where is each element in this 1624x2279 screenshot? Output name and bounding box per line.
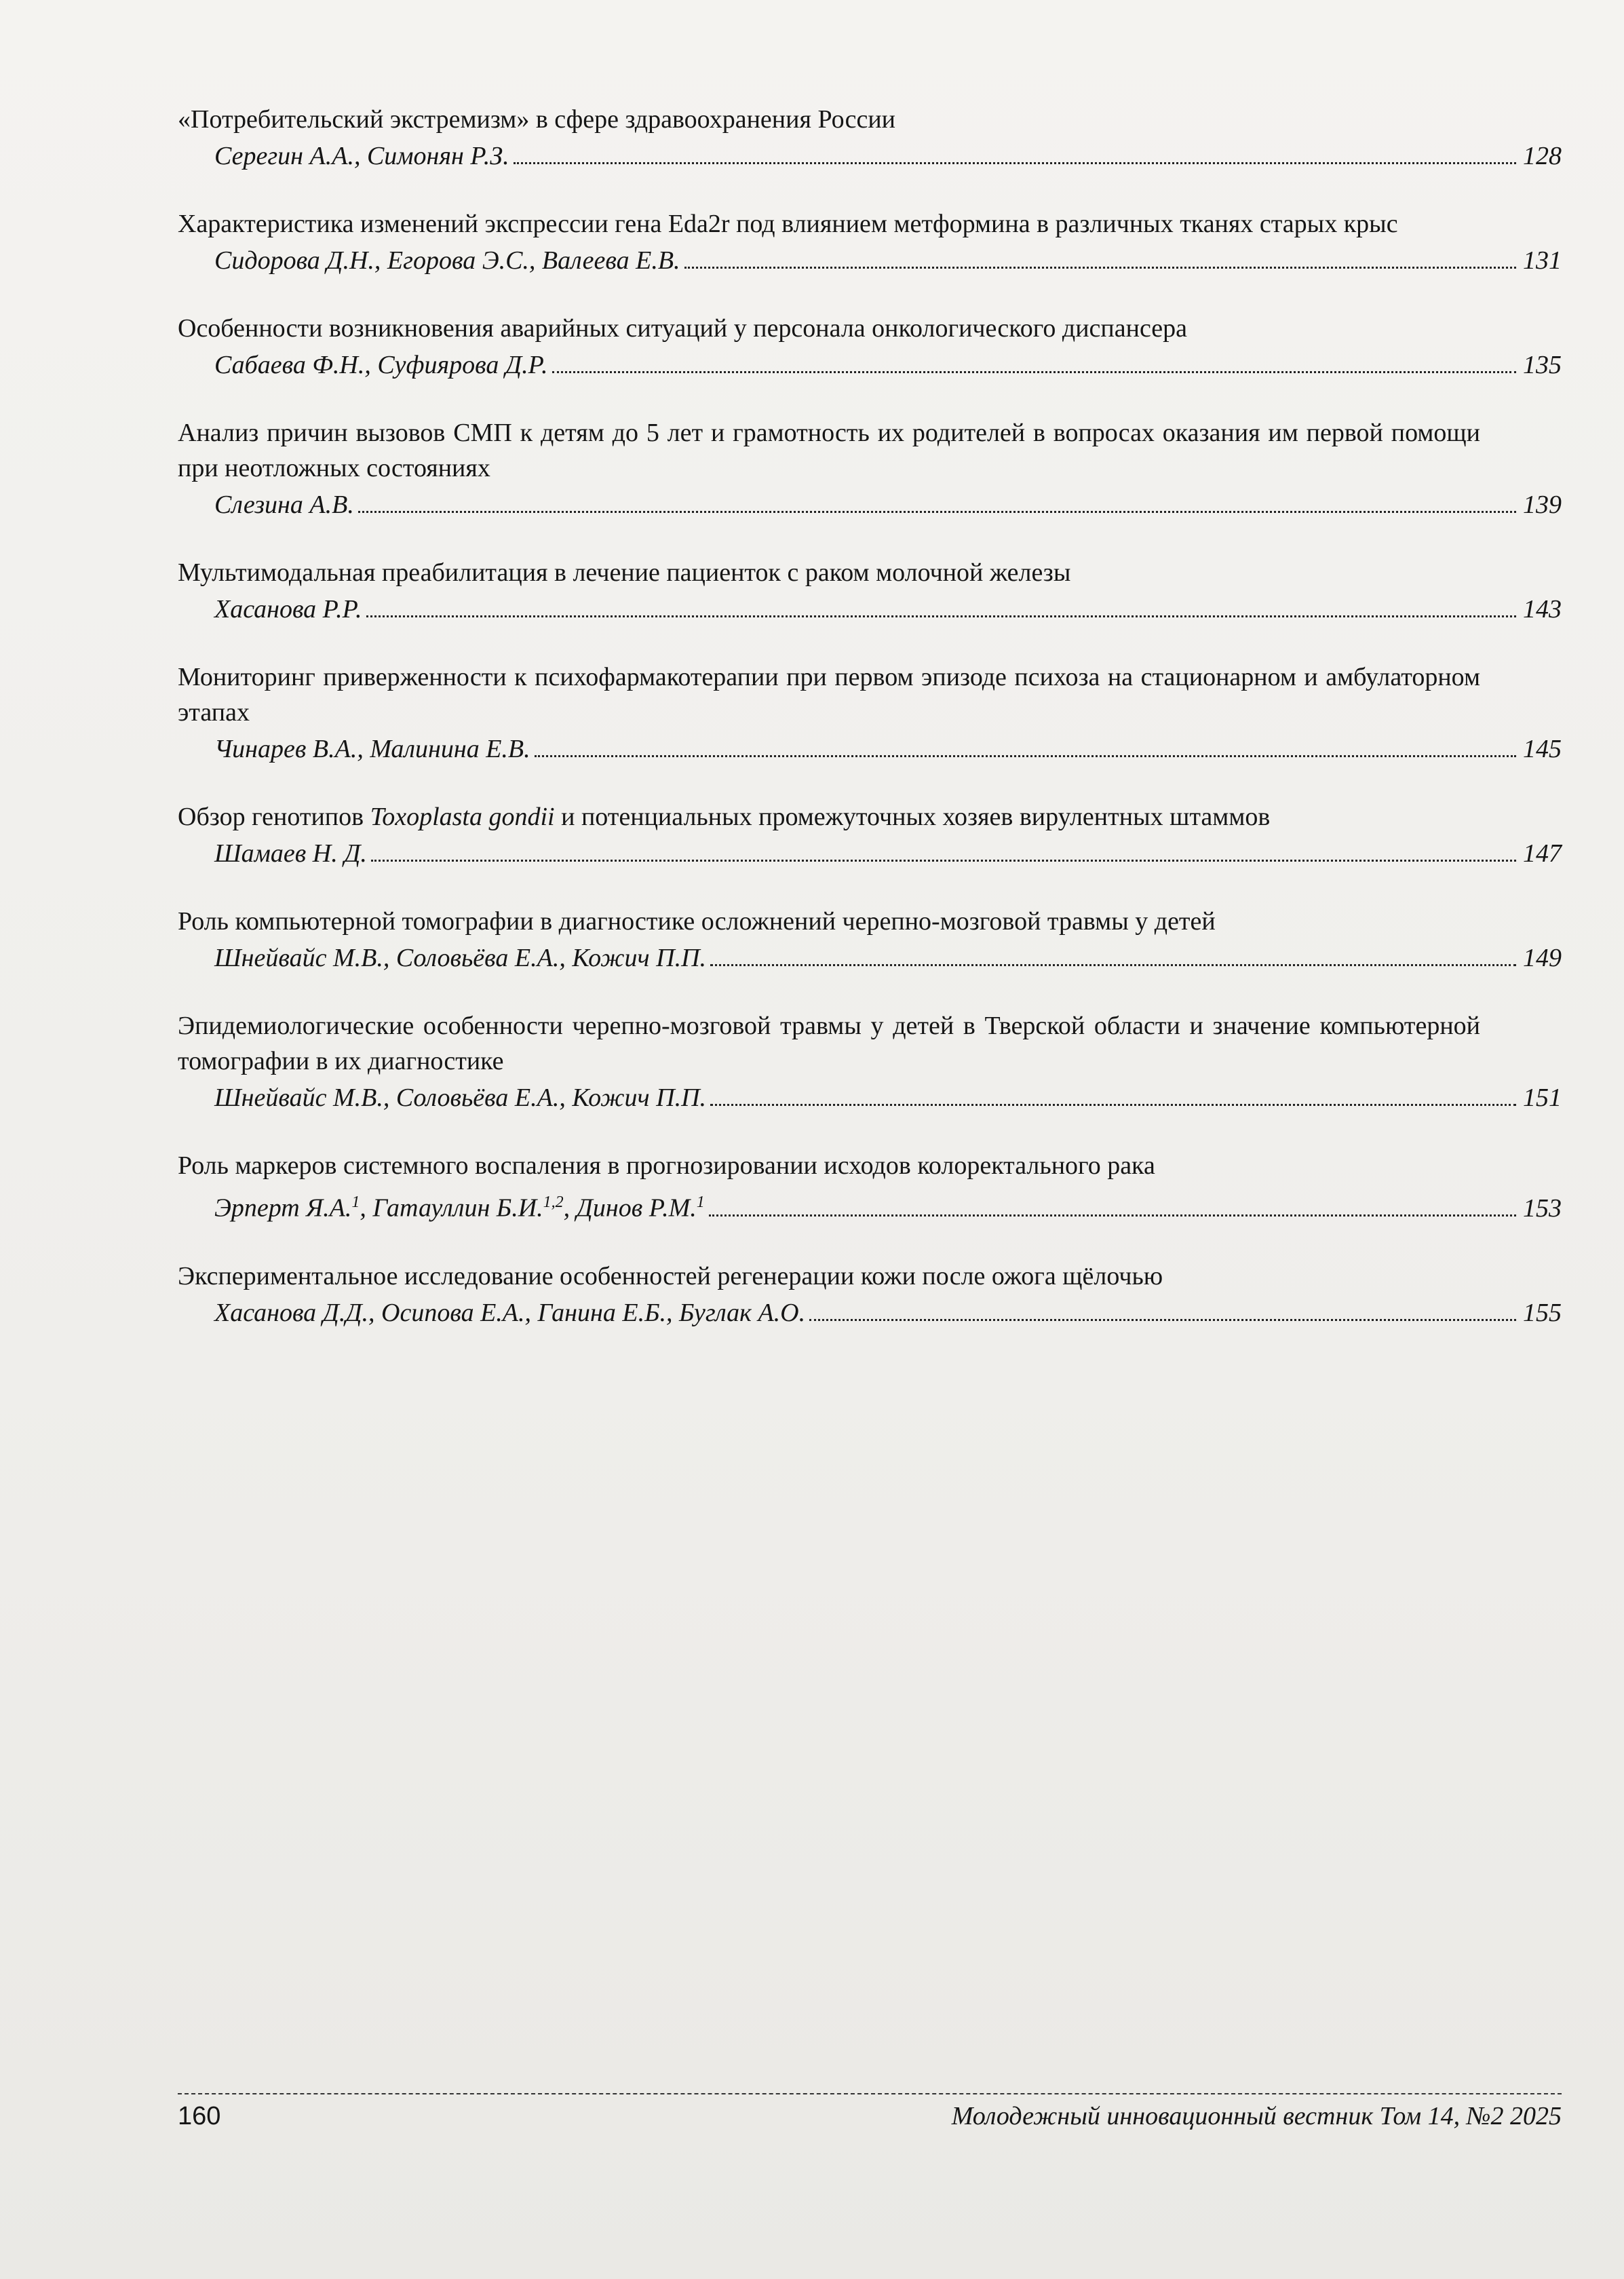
entry-page: 128 xyxy=(1523,142,1562,170)
dot-leader xyxy=(552,370,1517,373)
journal-title: Молодежный инновационный вестник Том 14, №2 2025 xyxy=(951,2102,1562,2130)
toc-entry xyxy=(178,659,1562,768)
affiliation-mark: 1,2 xyxy=(543,1193,564,1211)
dot-leader xyxy=(684,266,1516,269)
entry-page: 153 xyxy=(1523,1193,1562,1223)
entry-title-end: и потенциальных промежуточных хозяев вирулентных штаммов xyxy=(554,803,1271,831)
entry-title: Экспериментальное исследование особенностей регенерации кожи после ожога щёлочью xyxy=(178,1261,1163,1290)
dot-leader xyxy=(514,161,1516,164)
entry-author-line xyxy=(178,1079,1562,1117)
dot-leader xyxy=(371,859,1516,862)
entry-author-line xyxy=(178,1294,1562,1332)
author-name: , Гатауллин Б.И. xyxy=(360,1193,543,1223)
entry-page: 151 xyxy=(1523,1084,1562,1112)
toc-entry xyxy=(178,206,1562,280)
entry-title: Роль маркеров системного воспаления в прогнозировании исходов колоректального рака xyxy=(178,1151,1155,1180)
entry-authors: Шамаев Н. Д. xyxy=(214,839,367,868)
entry-authors: Шнейвайс М.В., Соловьёва Е.А., Кожич П.П. xyxy=(214,944,707,972)
entry-title-species: Toxoplasta gondii xyxy=(370,803,555,831)
entry-page: 139 xyxy=(1523,491,1562,519)
entry-title: Характеристика изменений экспрессии гена Eda2r под влиянием метформина в различных тканях старых крыс xyxy=(178,210,1398,238)
toc-entry xyxy=(178,102,1562,175)
entry-title: Анализ причин вызовов СМП к детям до 5 лет и грамотность их родителей в вопросах оказания им первой помощи при неотложных состояниях xyxy=(178,419,1480,482)
entry-authors: Сидорова Д.Н., Егорова Э.С., Валеева Е.В. xyxy=(214,246,680,275)
entry-authors: Хасанова Р.Р. xyxy=(214,595,362,624)
entry-author-line xyxy=(178,1183,1562,1227)
entry-page: 147 xyxy=(1523,839,1562,868)
entry-author-line xyxy=(178,137,1562,175)
toc-entry xyxy=(178,555,1562,628)
entry-page: 143 xyxy=(1523,595,1562,624)
entry-author-line xyxy=(178,939,1562,977)
entry-page: 149 xyxy=(1523,944,1562,972)
entry-title: «Потребительский экстремизм» в сфере здравоохранения России xyxy=(178,105,895,134)
dot-leader xyxy=(809,1318,1516,1321)
entry-authors: Серегин А.А., Симонян Р.З. xyxy=(214,142,509,170)
toc-entry xyxy=(178,1259,1562,1332)
toc-entry xyxy=(178,415,1562,524)
entry-authors: Сабаева Ф.Н., Суфиярова Д.Р. xyxy=(214,351,548,379)
entry-authors: Шнейвайс М.В., Соловьёва Е.А., Кожич П.П. xyxy=(214,1084,707,1112)
entry-author-line xyxy=(178,486,1562,524)
entry-authors xyxy=(214,1183,705,1227)
entry-authors: Чинарев В.А., Малинина Е.В. xyxy=(214,735,530,763)
author-name: Эрперт Я.А. xyxy=(214,1193,352,1223)
toc-entry xyxy=(178,799,1562,873)
entry-title: Роль компьютерной томографии в диагностике осложнений черепно-мозговой травмы у детей xyxy=(178,907,1216,936)
entry-authors: Хасанова Д.Д., Осипова Е.А., Ганина Е.Б., Буглак А.О. xyxy=(214,1298,806,1327)
toc-entry xyxy=(178,311,1562,384)
dot-leader xyxy=(710,1103,1516,1106)
entry-page: 135 xyxy=(1523,351,1562,379)
affiliation-mark: 1 xyxy=(696,1193,705,1211)
page-footer xyxy=(178,2093,1562,2131)
entry-title-start: Обзор генотипов xyxy=(178,803,370,831)
affiliation-mark: 1 xyxy=(351,1193,360,1211)
dot-leader xyxy=(710,963,1516,966)
entry-title: Мониторинг приверженности к психофармакотерапии при первом эпизоде психоза на стационарном и амбулаторном этапах xyxy=(178,663,1480,727)
toc-entry xyxy=(178,1148,1562,1227)
toc-entry xyxy=(178,904,1562,977)
entry-author-line xyxy=(178,730,1562,768)
entry-author-line xyxy=(178,346,1562,384)
entry-page: 131 xyxy=(1523,246,1562,275)
table-of-contents xyxy=(178,102,1562,1363)
entry-authors: Слезина А.В. xyxy=(214,491,354,519)
dot-leader xyxy=(709,1214,1516,1217)
entry-author-line xyxy=(178,590,1562,628)
entry-author-line xyxy=(178,242,1562,280)
entry-author-line xyxy=(178,835,1562,873)
dot-leader xyxy=(366,615,1517,617)
entry-title: Мультимодальная преабилитация в лечение пациенток с раком молочной железы xyxy=(178,558,1071,587)
toc-entry xyxy=(178,1008,1562,1117)
entry-page: 155 xyxy=(1523,1298,1562,1327)
author-name: , Динов Р.М. xyxy=(563,1193,697,1223)
entry-title: Эпидемиологические особенности черепно-мозговой травмы у детей в Тверской области и значение компьютерной томографии в их диагностике xyxy=(178,1012,1480,1075)
dot-leader xyxy=(358,510,1516,513)
entry-title xyxy=(178,799,1480,835)
entry-page: 145 xyxy=(1523,735,1562,763)
dot-leader xyxy=(535,754,1516,757)
entry-title: Особенности возникновения аварийных ситуаций у персонала онкологического диспансера xyxy=(178,314,1188,343)
page-number: 160 xyxy=(178,2102,221,2130)
